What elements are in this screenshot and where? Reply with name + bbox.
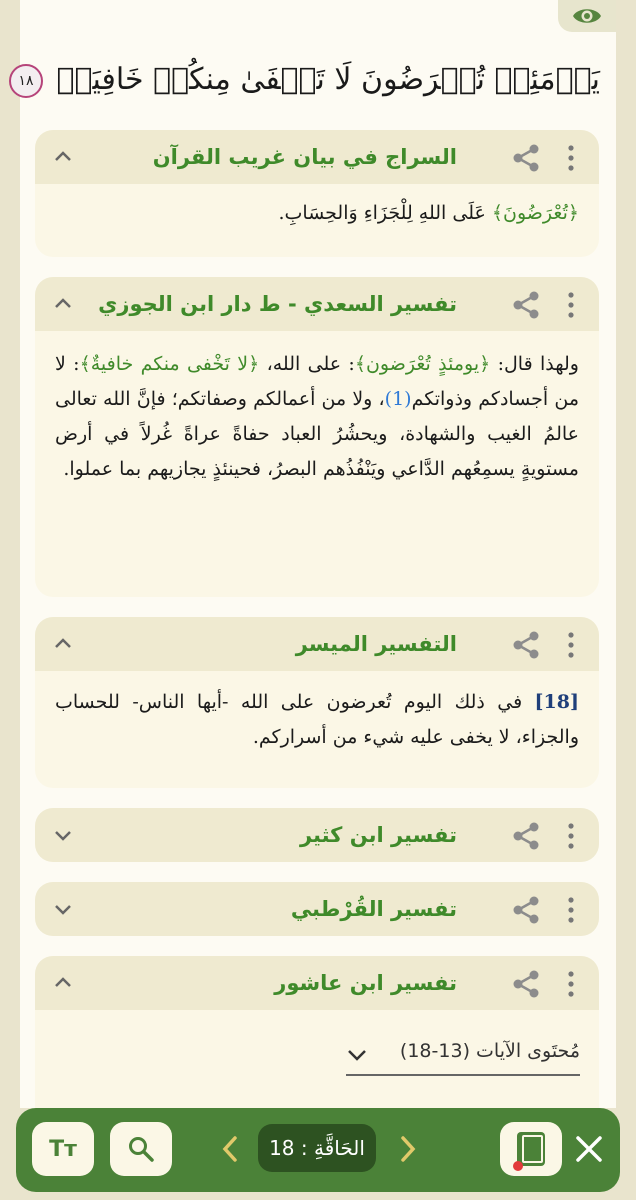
card-title: تفسير القُرْطبي	[290, 897, 457, 921]
card-body	[35, 331, 599, 487]
tafsir-card-ibn-kathir	[35, 808, 599, 862]
bottom-toolbar	[16, 1108, 620, 1192]
mushaf-button[interactable]	[500, 1122, 562, 1176]
body-text: : لا من أجسادكم وذواتكم	[55, 353, 579, 410]
tafsir-card-muyassar	[35, 617, 599, 788]
surah-page-indicator[interactable]	[258, 1124, 376, 1172]
more-options-icon[interactable]	[565, 143, 577, 173]
tafsir-card-ibn-ashur	[35, 956, 599, 1108]
share-icon[interactable]	[511, 969, 541, 999]
search-icon	[127, 1135, 155, 1163]
verse-number: [18]	[534, 691, 579, 713]
body-text: ، ولا من أعمالكم وصفاتكم؛ فإنَّ الله تعالى عالمُ الغيب والشهادة، ويحشُرُ العباد حفاةً عراةً غُرلاً في أرض مستويةٍ يسمِعُهم الدَّاعي ويَنْفُذُهم البصرُ، فحينئذٍ يجازيهم بما عملوا.	[55, 388, 579, 480]
next-arrow-icon[interactable]	[398, 1134, 418, 1164]
card-header[interactable]	[35, 882, 599, 936]
share-icon[interactable]	[511, 290, 541, 320]
chevron-down-icon[interactable]	[51, 897, 75, 921]
chevron-up-icon[interactable]	[51, 632, 75, 656]
tafsir-card-siraj	[35, 130, 599, 257]
footnote-link[interactable]: (1)	[384, 388, 412, 410]
more-options-icon[interactable]	[565, 895, 577, 925]
card-title: تفسير السعدي - ط دار ابن الجوزي	[98, 292, 457, 316]
font-size-button[interactable]	[32, 1122, 94, 1176]
card-header[interactable]	[35, 130, 599, 184]
eye-icon	[572, 5, 602, 27]
book-icon	[509, 1124, 553, 1174]
card-title: السراج في بيان غريب القرآن	[152, 145, 457, 169]
verse-line[interactable]	[18, 62, 600, 98]
card-header[interactable]	[35, 617, 599, 671]
card-body	[35, 184, 599, 231]
tafsir-card-qurtubi	[35, 882, 599, 936]
quoted-verse: ﴿يومئذٍ تُعْرَضون﴾	[354, 353, 491, 375]
quoted-verse: ﴿لا تَخْفى منكم خافيةٌ﴾	[79, 353, 260, 375]
more-options-icon[interactable]	[565, 290, 577, 320]
card-title: تفسير ابن كثير	[299, 823, 457, 847]
chevron-up-icon[interactable]	[51, 145, 75, 169]
more-options-icon[interactable]	[565, 630, 577, 660]
chevron-up-icon[interactable]	[51, 292, 75, 316]
more-options-icon[interactable]	[565, 821, 577, 851]
verse-text: يَوۡمَئِذٖ تُعۡرَضُونَ لَا تَخۡفَىٰ مِنكُمۡ خَافِيَةٞ	[56, 62, 600, 97]
previous-arrow-icon[interactable]	[220, 1134, 240, 1164]
ayah-number-marker: ١٨	[9, 64, 43, 98]
eye-button[interactable]	[558, 0, 616, 32]
share-icon[interactable]	[511, 895, 541, 925]
chevron-down-icon	[346, 1048, 368, 1062]
surah-page-label: الحَاقَّةِ : 18	[269, 1136, 365, 1160]
card-header[interactable]	[35, 808, 599, 862]
body-text: في ذلك اليوم تُعرضون على الله -أيها الناس- للحساب والجزاء، لا يخفى عليه شيء من أسراركم.	[55, 691, 579, 748]
body-text: : على الله،	[259, 353, 355, 375]
dropdown-selected: مُحتَوى الآيات (13-18)	[399, 1040, 580, 1062]
card-title: تفسير ابن عاشور	[274, 971, 457, 995]
chevron-up-icon[interactable]	[51, 971, 75, 995]
card-title: التفسير الميسر	[295, 632, 457, 656]
font-size-icon: Tт	[49, 1136, 77, 1162]
search-button[interactable]	[110, 1122, 172, 1176]
tafsir-card-saadi	[35, 277, 599, 597]
close-icon[interactable]	[572, 1132, 606, 1166]
more-options-icon[interactable]	[565, 969, 577, 999]
body-text: ولهذا قال:	[490, 353, 579, 375]
card-header[interactable]	[35, 956, 599, 1010]
share-icon[interactable]	[511, 821, 541, 851]
quoted-word: ﴿تُعْرَضُونَ﴾	[491, 202, 579, 224]
card-body	[35, 671, 599, 755]
share-icon[interactable]	[511, 143, 541, 173]
chevron-down-icon[interactable]	[51, 823, 75, 847]
share-icon[interactable]	[511, 630, 541, 660]
body-text: عَلَى اللهِ لِلْجَزَاءِ وَالحِسَابِ.	[278, 202, 492, 224]
card-header[interactable]	[35, 277, 599, 331]
ayah-range-dropdown[interactable]	[346, 1038, 580, 1076]
